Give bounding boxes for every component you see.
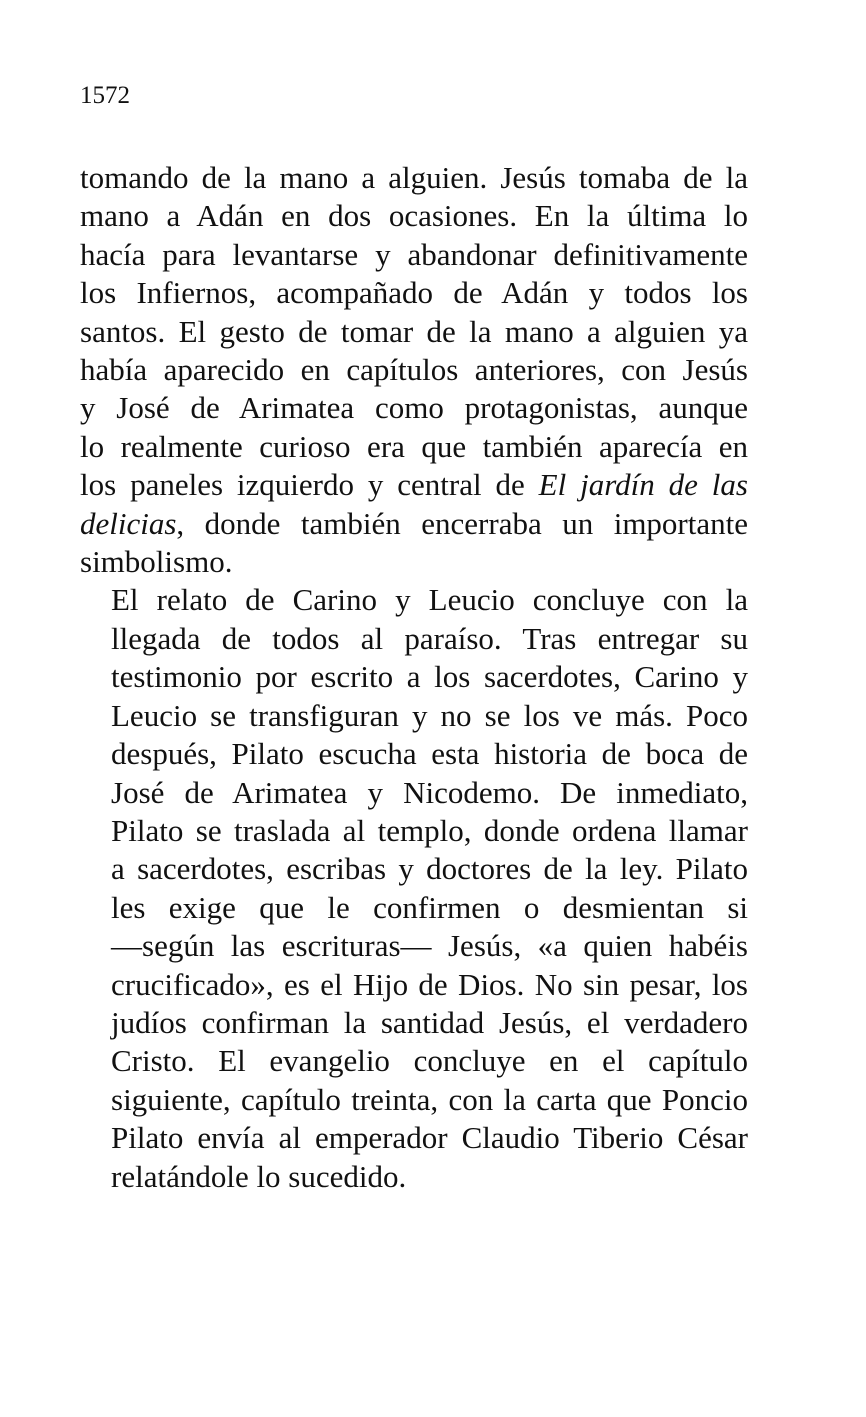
text-line: simbolismo. <box>80 544 233 580</box>
text-line: testimonio por escrito a los sacerdotes, Carino y <box>111 659 748 695</box>
book-title-italic: delicias <box>80 505 177 541</box>
text-line: a sacerdotes, escribas y doctores de la ley. Pilato <box>111 851 748 887</box>
text-line: judíos confirman la santidad Jesús, el verdadero <box>111 1004 748 1040</box>
text-line: El relato de Carino y Leucio concluye con la <box>111 582 748 618</box>
book-title-italic: El jardín de las <box>538 467 748 503</box>
text-line: lo realmente curioso era que también aparecía en <box>80 428 748 464</box>
text-line <box>80 505 748 543</box>
text-line: después, Pilato escucha esta historia de boca de <box>111 736 748 772</box>
text-line: José de Arimatea y Nicodemo. De inmediato, <box>111 774 748 810</box>
text-line: hacía para levantarse y abandonar definitivamente <box>80 236 748 272</box>
text-line: tomando de la mano a alguien. Jesús tomaba de la <box>80 160 748 195</box>
text-line: mano a Adán en dos ocasiones. En la última lo <box>80 198 748 234</box>
text-line: siguiente, capítulo treinta, con la carta que Poncio <box>111 1081 748 1117</box>
text-line: Leucio se transfiguran y no se los ve más. Poco <box>111 697 748 733</box>
text-line: les exige que le confirmen o desmientan si <box>111 889 748 925</box>
text-run: los paneles izquierdo y central de <box>80 467 539 503</box>
text-line: santos. El gesto de tomar de la mano a alguien ya <box>80 313 748 349</box>
text-line: relatándole lo sucedido. <box>111 1158 407 1194</box>
body-text <box>80 159 748 1196</box>
text-line: —según las escrituras— Jesús, «a quien habéis <box>111 928 748 964</box>
text-line: crucificado», es el Hijo de Dios. No sin pesar, los <box>111 966 748 1002</box>
text-line: Pilato envía al emperador Claudio Tiberio César <box>111 1120 748 1156</box>
text-run: , donde también encerraba un importante <box>176 505 748 541</box>
text-line: los Infiernos, acompañado de Adán y todos los <box>80 275 748 311</box>
text-line: había aparecido en capítulos anteriores, con Jesús <box>80 352 748 388</box>
text-line <box>80 466 748 504</box>
text-line: Pilato se traslada al templo, donde ordena llamar <box>111 812 748 848</box>
text-line: llegada de todos al paraíso. Tras entregar su <box>111 620 748 656</box>
paragraph-1 <box>80 159 748 581</box>
page-number: 1572 <box>80 82 130 109</box>
text-line: Cristo. El evangelio concluye en el capítulo <box>111 1043 748 1079</box>
paragraph-2 <box>80 581 748 1196</box>
text-line: y José de Arimatea como protagonistas, aunque <box>80 390 748 426</box>
